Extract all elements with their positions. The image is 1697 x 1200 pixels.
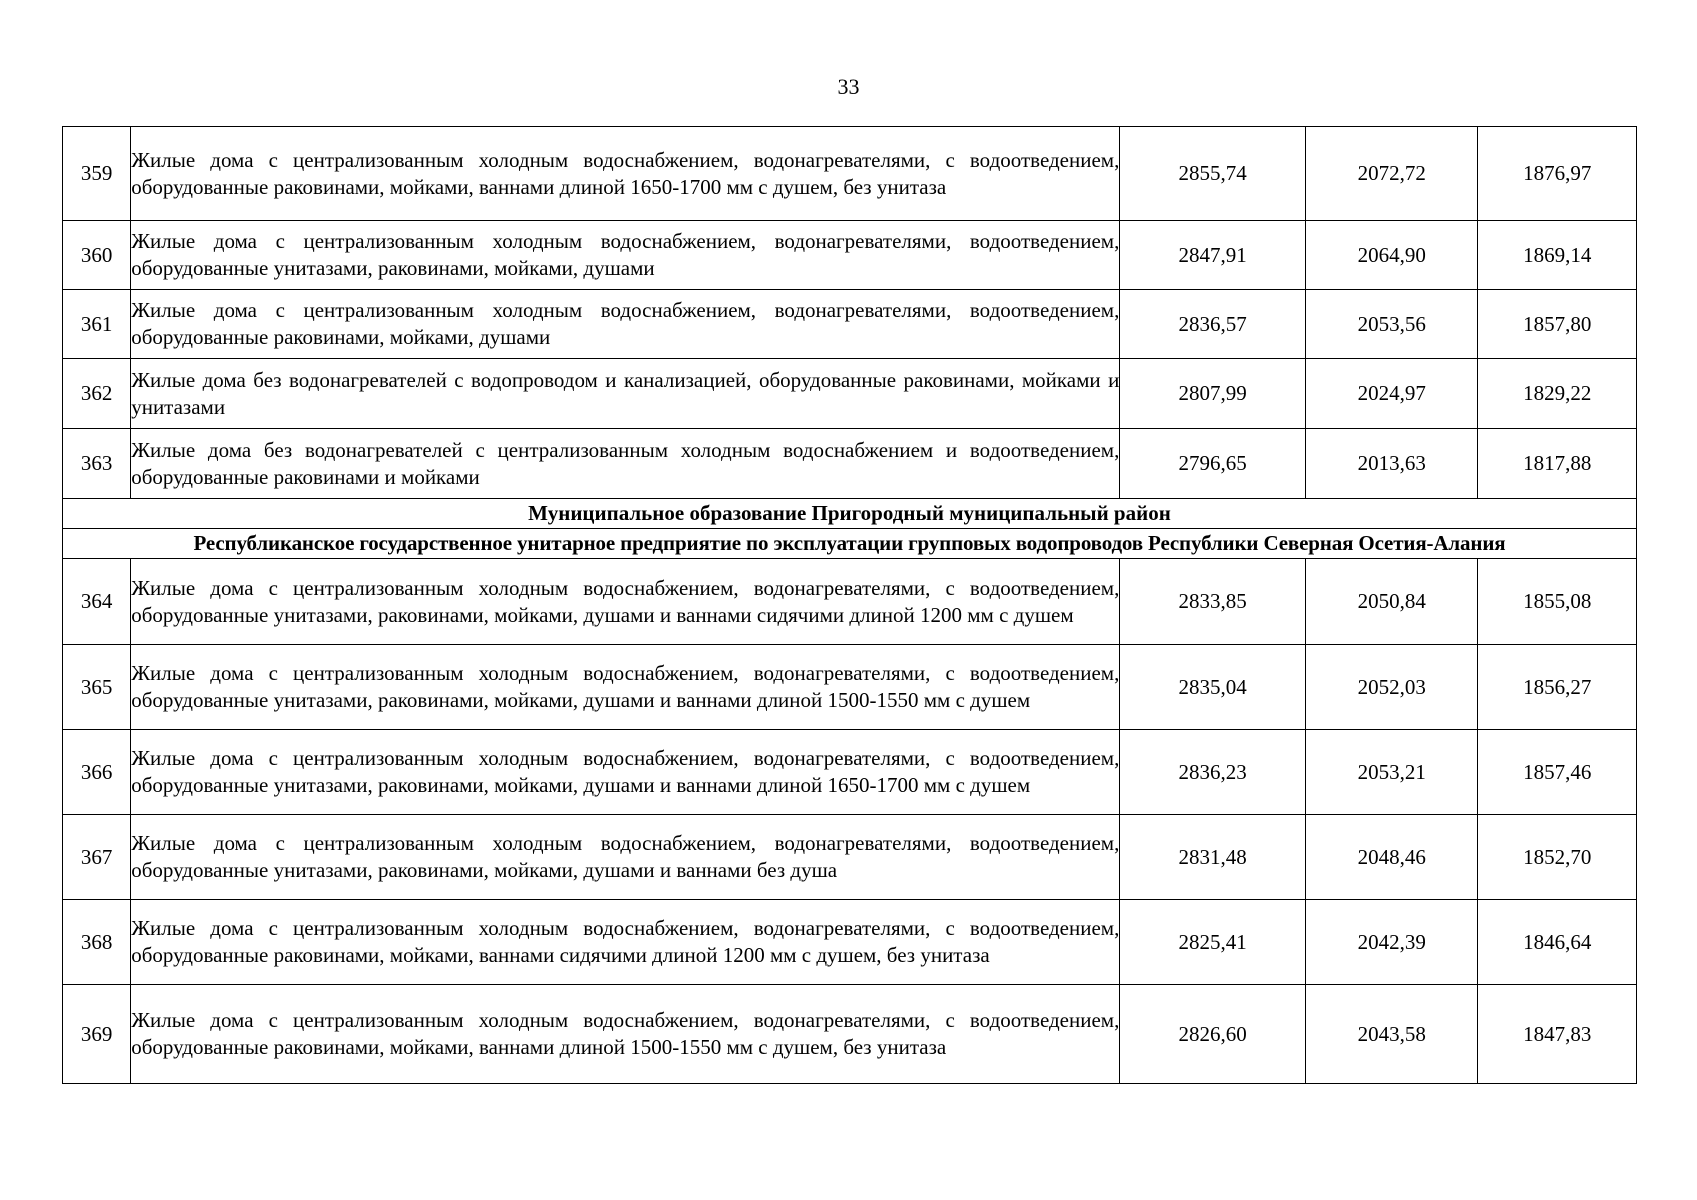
tariff-value-1: 2826,60 [1120,985,1306,1084]
tariff-value-1: 2831,48 [1120,815,1306,900]
housing-description: Жилые дома с централизованным холодным водоснабжением, водонагревателями, с водоотведением, оборудованные раковинами, мойками, ваннами сидячими длиной 1200 мм с душем, без унитаза [131,900,1120,985]
table-row [63,359,1637,429]
table-row [63,221,1637,290]
row-number: 360 [63,221,131,290]
table-row [63,127,1637,221]
section-heading-row [63,529,1637,559]
row-number: 365 [63,645,131,730]
tariff-value-1: 2847,91 [1120,221,1306,290]
row-number: 368 [63,900,131,985]
tariff-value-2: 2064,90 [1305,221,1478,290]
row-number: 369 [63,985,131,1084]
row-number: 361 [63,290,131,359]
table-row [63,429,1637,499]
tariff-value-2: 2050,84 [1305,559,1478,645]
municipality-heading: Муниципальное образование Пригородный муниципальный район [63,499,1637,529]
tariff-value-3: 1857,80 [1478,290,1637,359]
housing-description: Жилые дома с централизованным холодным водоснабжением, водонагревателями, с водоотведением, оборудованные унитазами, раковинами, мойками, душами и ваннами длиной 1500-1550 мм с душем [131,645,1120,730]
housing-description: Жилые дома с централизованным холодным водоснабжением, водонагревателями, с водоотведением, оборудованные раковинами, мойками, ваннами длиной 1650-1700 мм с душем, без унитаза [131,127,1120,221]
tariff-value-3: 1857,46 [1478,730,1637,815]
housing-description: Жилые дома с централизованным холодным водоснабжением, водонагревателями, с водоотведением, оборудованные унитазами, раковинами, мойками, душами и ваннами длиной 1650-1700 мм с душем [131,730,1120,815]
tariff-value-3: 1852,70 [1478,815,1637,900]
row-number: 359 [63,127,131,221]
table-row [63,730,1637,815]
tariff-value-3: 1876,97 [1478,127,1637,221]
tariff-value-2: 2024,97 [1305,359,1478,429]
tariff-value-1: 2825,41 [1120,900,1306,985]
tariff-value-2: 2042,39 [1305,900,1478,985]
tariff-value-1: 2835,04 [1120,645,1306,730]
row-number: 363 [63,429,131,499]
tariff-value-1: 2833,85 [1120,559,1306,645]
table-row [63,900,1637,985]
tariff-value-2: 2053,21 [1305,730,1478,815]
tariff-value-2: 2043,58 [1305,985,1478,1084]
tariff-value-1: 2855,74 [1120,127,1306,221]
housing-description: Жилые дома с централизованным холодным водоснабжением, водонагревателями, с водоотведением, оборудованные унитазами, раковинами, мойками, душами и ваннами сидячими длиной 1200 мм с душем [131,559,1120,645]
housing-description: Жилые дома с централизованным холодным водоснабжением, водонагревателями, водоотведением, оборудованные унитазами, раковинами, мойками, душами и ваннами без душа [131,815,1120,900]
row-number: 366 [63,730,131,815]
tariff-value-3: 1847,83 [1478,985,1637,1084]
section-heading-row [63,499,1637,529]
housing-description: Жилые дома без водонагревателей с централизованным холодным водоснабжением и водоотведением, оборудованные раковинами и мойками [131,429,1120,499]
row-number: 364 [63,559,131,645]
table-row [63,815,1637,900]
tariff-value-3: 1855,08 [1478,559,1637,645]
tariff-value-2: 2048,46 [1305,815,1478,900]
page-number: 33 [837,74,860,99]
tariff-value-2: 2072,72 [1305,127,1478,221]
tariff-value-2: 2052,03 [1305,645,1478,730]
housing-description: Жилые дома с централизованным холодным водоснабжением, водонагревателями, водоотведением, оборудованные раковинами, мойками, душами [131,290,1120,359]
enterprise-heading: Республиканское государственное унитарное предприятие по эксплуатации групповых водопроводов Республики Северная Осетия-Алания [63,529,1637,559]
tariff-value-1: 2836,57 [1120,290,1306,359]
tariff-value-1: 2807,99 [1120,359,1306,429]
tariff-value-3: 1846,64 [1478,900,1637,985]
tariff-value-3: 1829,22 [1478,359,1637,429]
tariff-value-2: 2013,63 [1305,429,1478,499]
tariff-table [62,126,1637,1084]
table-row [63,645,1637,730]
housing-description: Жилые дома без водонагревателей с водопроводом и канализацией, оборудованные раковинами, мойками и унитазами [131,359,1120,429]
table-row [63,985,1637,1084]
tariff-value-1: 2796,65 [1120,429,1306,499]
housing-description: Жилые дома с централизованным холодным водоснабжением, водонагревателями, с водоотведением, оборудованные раковинами, мойками, ваннами длиной 1500-1550 мм с душем, без унитаза [131,985,1120,1084]
housing-description: Жилые дома с централизованным холодным водоснабжением, водонагревателями, водоотведением, оборудованные унитазами, раковинами, мойками, душами [131,221,1120,290]
tariff-value-2: 2053,56 [1305,290,1478,359]
tariff-value-3: 1869,14 [1478,221,1637,290]
table-row [63,559,1637,645]
tariff-value-1: 2836,23 [1120,730,1306,815]
table-row [63,290,1637,359]
row-number: 367 [63,815,131,900]
row-number: 362 [63,359,131,429]
tariff-value-3: 1856,27 [1478,645,1637,730]
tariff-value-3: 1817,88 [1478,429,1637,499]
